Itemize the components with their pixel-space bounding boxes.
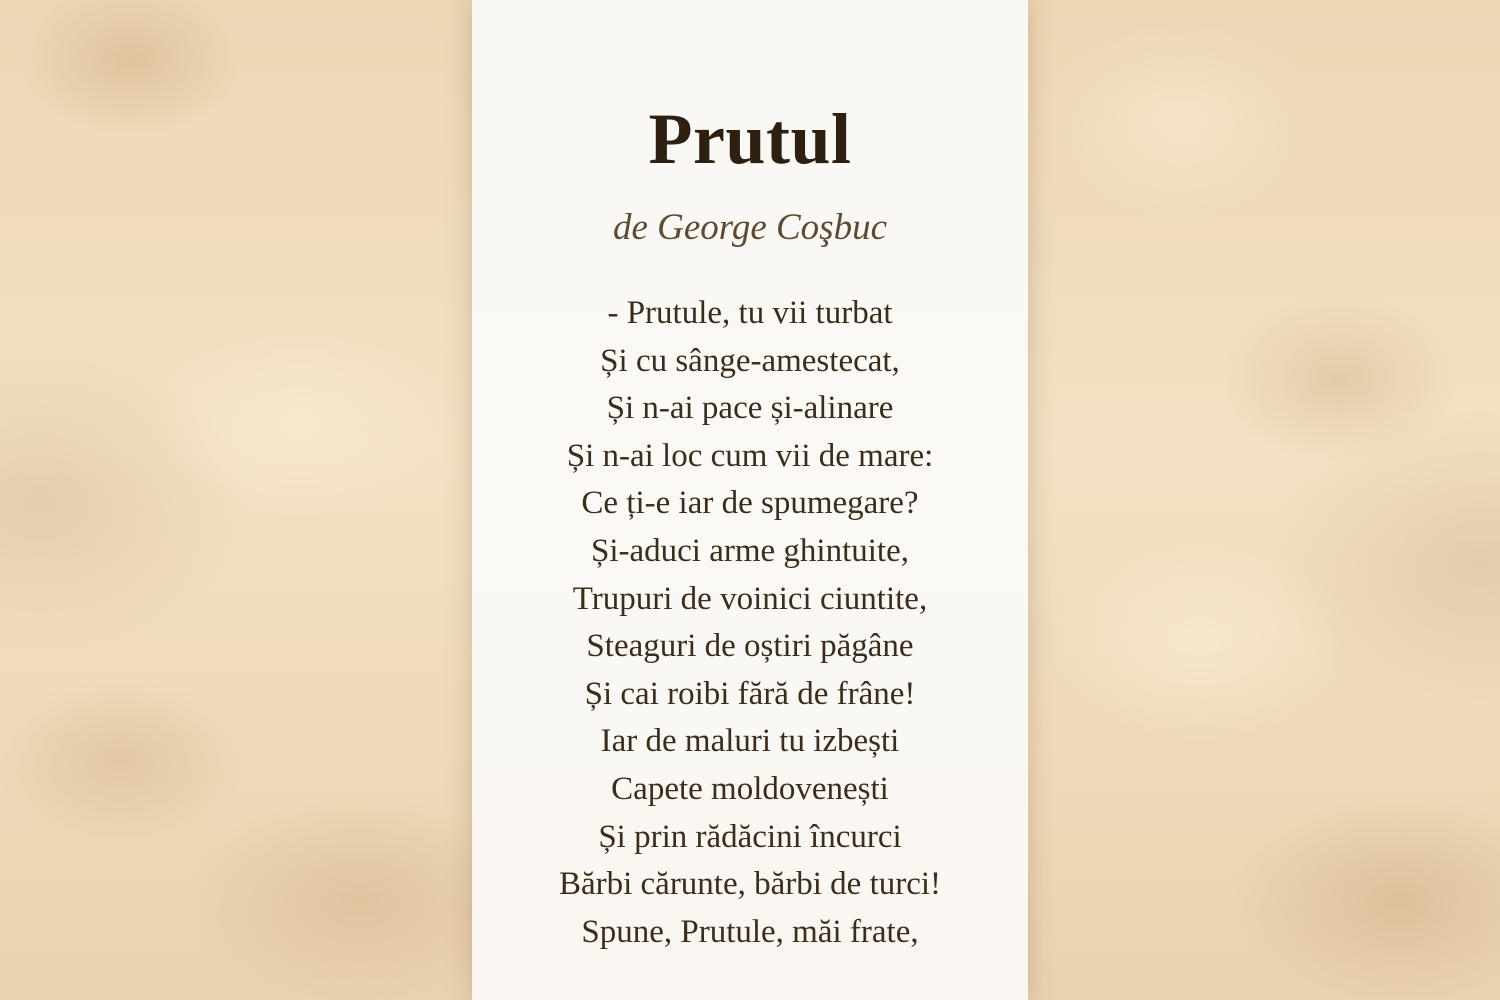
poem-line: Spune, Prutule, măi frate, [581,913,919,950]
poem-line: - Prutule, tu vii turbat [607,295,893,331]
poem-line: Steaguri de oștiri păgâne [586,628,914,665]
poem-body [472,290,1028,956]
poem-line: Și n-ai pace și-alinare [606,390,894,427]
poem-line: Capete moldovenești [611,770,889,807]
poem-line: Și cai roibi fără de frâne! [584,675,916,712]
poem-author: de George Coşbuc [612,207,887,248]
poem-line: Iar de maluri tu izbești [600,723,900,760]
poem-line: Și-aduci arme ghintuite, [591,532,909,569]
poem-line: Și cu sânge-amestecat, [600,342,900,379]
poem-line: Trupuri de voinici ciuntite, [572,580,928,617]
poem-title: Prutul [648,99,852,179]
poem-page [472,0,1028,1000]
poem-line: Bărbi cărunte, bărbi de turci! [558,866,942,903]
poem-line: Și n-ai loc cum vii de mare: [566,437,934,474]
poem-line: Și prin rădăcini încurci [598,818,902,855]
poem-line: Ce ți-e iar de spumegare? [581,485,919,522]
